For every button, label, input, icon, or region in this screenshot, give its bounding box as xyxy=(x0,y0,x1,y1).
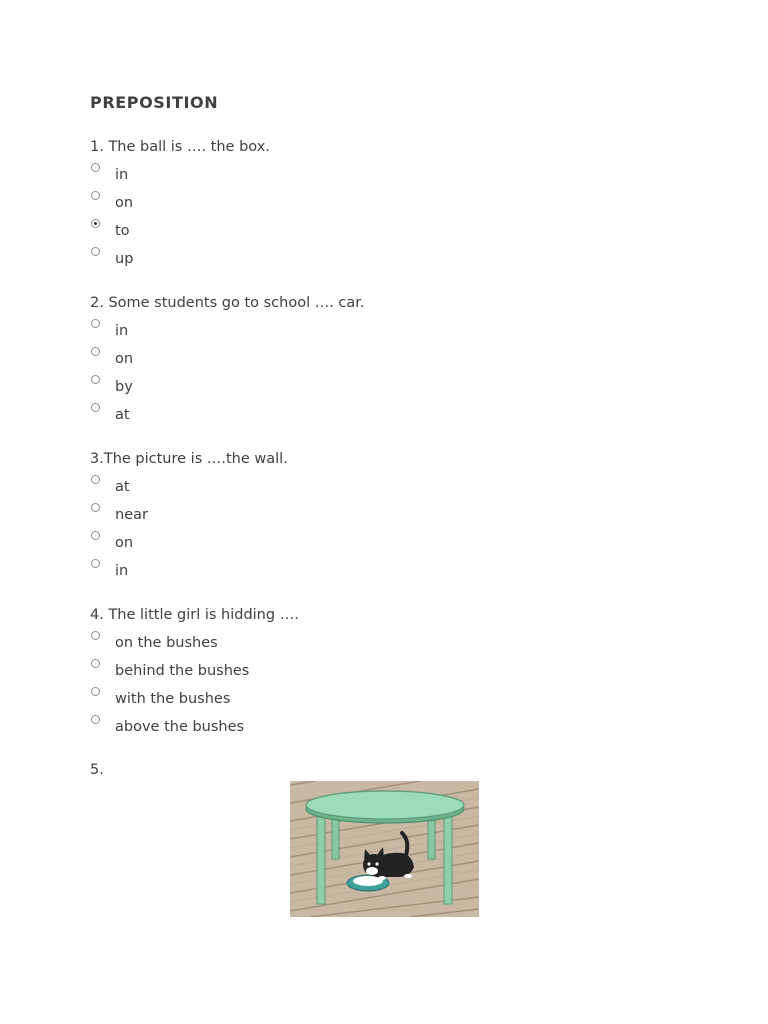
radio-button[interactable] xyxy=(91,375,100,384)
option-2-by[interactable] xyxy=(90,373,690,401)
question-1 xyxy=(90,133,690,273)
option-1-to[interactable] xyxy=(90,217,690,245)
question-5-text: 5. xyxy=(90,762,104,778)
radio-button[interactable] xyxy=(91,503,100,512)
question-text: 3.The picture is ….the wall. xyxy=(90,451,288,467)
radio-button[interactable] xyxy=(91,631,100,640)
option-2-on[interactable] xyxy=(90,345,690,373)
option-1-on[interactable] xyxy=(90,189,690,217)
question-text: 1. The ball is …. the box. xyxy=(90,139,270,155)
option-label: at xyxy=(115,407,130,423)
radio-button[interactable] xyxy=(91,347,100,356)
option-label: up xyxy=(115,251,134,267)
option-label: by xyxy=(115,379,133,395)
option-2-at[interactable] xyxy=(90,401,690,429)
option-1-in[interactable] xyxy=(90,161,690,189)
option-label: behind the bushes xyxy=(115,663,250,679)
radio-button[interactable] xyxy=(91,475,100,484)
option-3-on[interactable] xyxy=(90,529,690,557)
question-4 xyxy=(90,601,690,741)
question-text: 4. The little girl is hidding …. xyxy=(90,607,299,623)
option-label: above the bushes xyxy=(115,719,245,735)
radio-button[interactable] xyxy=(91,715,100,724)
worksheet-title: PREPOSITION xyxy=(90,93,219,112)
option-label: on xyxy=(115,351,134,367)
option-label: on the bushes xyxy=(115,635,218,651)
option-3-in[interactable] xyxy=(90,557,690,585)
question-2 xyxy=(90,289,690,429)
radio-button[interactable] xyxy=(91,163,100,172)
radio-button[interactable] xyxy=(91,559,100,568)
option-label: on xyxy=(115,195,134,211)
option-3-near[interactable] xyxy=(90,501,690,529)
radio-button[interactable] xyxy=(91,247,100,256)
option-3-at[interactable] xyxy=(90,473,690,501)
option-label: at xyxy=(115,479,130,495)
option-4-on-the-bushes[interactable] xyxy=(90,629,690,657)
radio-button[interactable] xyxy=(91,319,100,328)
option-label: in xyxy=(115,563,129,579)
option-label: with the bushes xyxy=(115,691,231,707)
question-3 xyxy=(90,445,690,585)
option-4-above-the-bushes[interactable] xyxy=(90,713,690,741)
option-label: in xyxy=(115,323,129,339)
option-label: in xyxy=(115,167,129,183)
option-2-in[interactable] xyxy=(90,317,690,345)
radio-button[interactable] xyxy=(91,219,100,228)
option-label: to xyxy=(115,223,130,239)
option-4-behind-the-bushes[interactable] xyxy=(90,657,690,685)
option-label: on xyxy=(115,535,134,551)
question-text: 2. Some students go to school …. car. xyxy=(90,295,365,311)
option-1-up[interactable] xyxy=(90,245,690,273)
radio-button[interactable] xyxy=(91,531,100,540)
radio-button[interactable] xyxy=(91,659,100,668)
cat-under-table-illustration xyxy=(290,781,479,917)
option-4-with-the-bushes[interactable] xyxy=(90,685,690,713)
radio-button[interactable] xyxy=(91,191,100,200)
option-label: near xyxy=(115,507,148,523)
radio-button[interactable] xyxy=(91,403,100,412)
radio-button[interactable] xyxy=(91,687,100,696)
